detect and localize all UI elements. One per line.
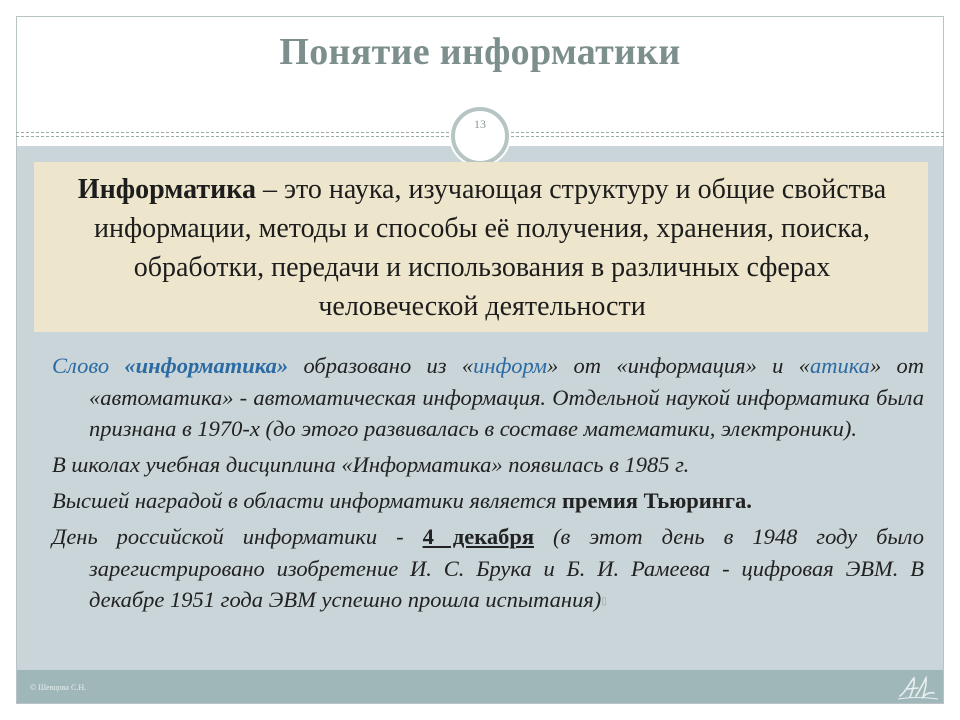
definition-text [62, 170, 902, 326]
placeholder-glyph: ▯ [601, 596, 607, 608]
text-fragment-date: 4 декабря [422, 524, 534, 549]
text-fragment: образовано из « [288, 353, 474, 378]
slide-title: Понятие информатики [279, 31, 681, 73]
footer-bar [17, 670, 943, 703]
text-fragment: Слово [52, 353, 125, 378]
paragraph-award [52, 485, 924, 517]
paragraph-informatics-day [52, 521, 924, 618]
text-fragment-term: «информатика» [124, 353, 289, 378]
definition-body: – это наука, изучающая структуру и общие свойства информации, методы и способы её получения, хранения, поиска, обработки, передачи и использования в различных сферах человеческой деятельности [94, 174, 887, 322]
paragraph-schools: В школах учебная дисциплина «Информатика» появилась в 1985 г. [52, 452, 690, 477]
text-fragment: День российской информатики - [52, 524, 423, 549]
slide-number: 13 [474, 117, 486, 131]
text-fragment-highlight: атика [809, 353, 870, 378]
text-fragment-bold: премия Тьюринга. [562, 488, 752, 513]
text-fragment: » от «информация» и « [546, 353, 810, 378]
paragraph-etymology [52, 350, 924, 445]
footer-author: © Шевцова С.Н. [30, 683, 87, 692]
text-fragment: Высшей наградой в области информатики является [52, 488, 563, 513]
text-fragment-highlight: информ [473, 353, 547, 378]
slide-number-badge [451, 107, 509, 165]
text-fragment: » от «автоматика» - автоматическая информация. Отдельной наукой информатика была признана в 1970-х (до этого развивалась в составе математики, электроники). [89, 353, 924, 441]
text-fragment: (в этот день в 1948 году было зарегистрировано изобретение И. С. Брука и Б. И. Рамеева - цифровая ЭВМ. В декабре 1951 года ЭВМ успешно прошла испытания) [89, 524, 924, 612]
signature-logo-icon [896, 672, 940, 702]
definition-term: Информатика [77, 174, 256, 205]
body-text [52, 350, 924, 622]
